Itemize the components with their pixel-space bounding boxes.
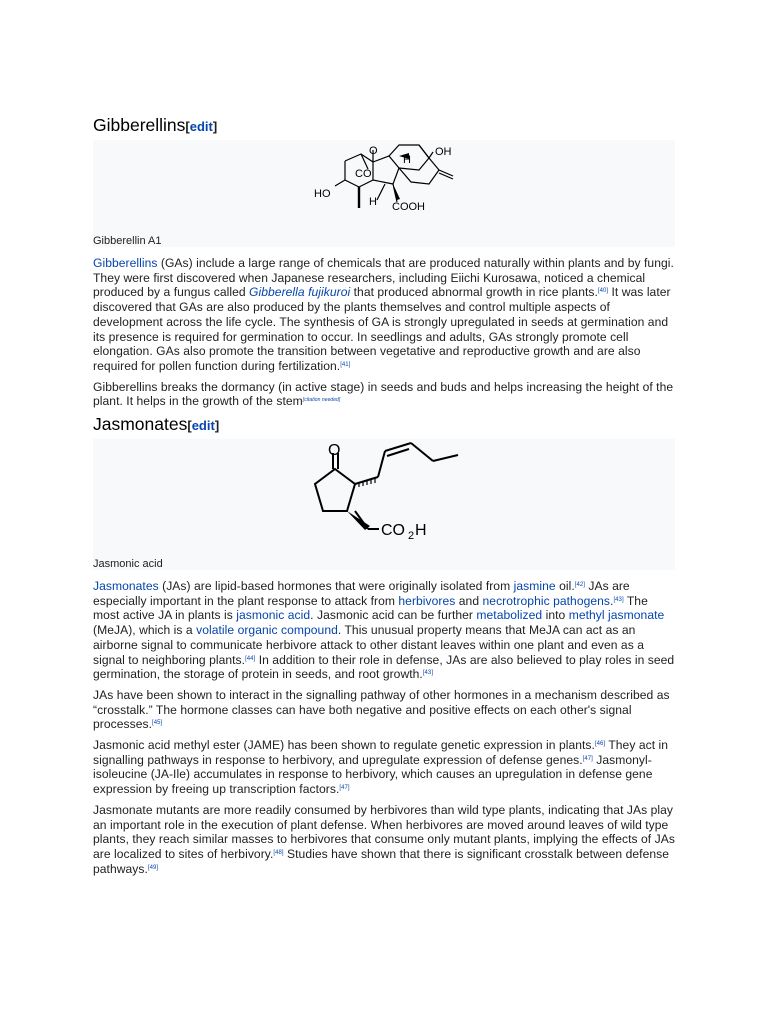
paragraph: Jasmonic acid methyl ester (JAME) has been shown to regulate genetic expression in plants.[46] They act in signalling pathways in response to herbivory, and upregulate expression of defense genes.[47] Jasmonyl-isoleucine (JA-Ile) accumulates in response to herbivory, which causes an upregulation in defense gene expression by freeing up transcription factors.[47]: [93, 738, 669, 797]
figure-caption: Jasmonic acid: [93, 558, 163, 571]
edit-section-link: [edit]: [185, 119, 218, 134]
ja-label-o: O: [328, 442, 341, 460]
figure-caption: Gibberellin A1: [93, 235, 162, 247]
gib-label-cooh: COOH: [392, 201, 425, 213]
reference-link[interactable]: [43]: [422, 670, 434, 677]
paragraph: Jasmonate mutants are more readily consumed by herbivores than wild type plants, indicating that JAs play an important role in the execution of plant defense. When herbivores are moved around leaves of wild type plants, they reach similar masses to herbivores that consume only mutant plants, implying the effects of JAs are localized to sites of herbivory.[48] Studies have shown that there is significant crosstalk between defense pathways.[49]: [93, 802, 675, 876]
link-necrotrophic-pathogens[interactable]: necrotrophic pathogens: [482, 593, 611, 608]
section-heading-jasmonates: Jasmonates[edit]: [93, 414, 220, 435]
reference-link[interactable]: [47]: [339, 785, 350, 792]
link-methyl-jasmonate[interactable]: methyl jasmonate: [568, 608, 665, 623]
reference-link[interactable]: [44]: [245, 655, 256, 662]
reference-link[interactable]: [46]: [594, 741, 606, 748]
edit-section-link: [edit]: [187, 418, 220, 434]
ja-label-co: CO: [381, 522, 405, 540]
reference-link[interactable]: [45]: [151, 720, 163, 727]
citation-needed-link[interactable]: [citation needed]: [302, 397, 341, 404]
section-heading-gibberellins: Gibberellins[edit]: [93, 115, 218, 135]
edit-link-gibberellins[interactable]: edit: [189, 119, 213, 134]
paragraph: JAs have been shown to interact in the signalling pathway of other hormones in a mechanism described as “crosstalk.” The hormone classes can have both negative and positive effects on each other's signal processes.[45]: [93, 687, 670, 732]
gib-label-ho: HO: [314, 188, 331, 200]
gib-label-h1: H: [403, 154, 411, 166]
link-gibberellins[interactable]: Gibberellins: [93, 256, 158, 270]
jasmonic-acid-structure-image: [93, 439, 675, 553]
ja-label-sub2: 2: [408, 530, 415, 543]
reference-link[interactable]: [48]: [273, 849, 284, 856]
link-jasmonates[interactable]: Jasmonates: [93, 579, 159, 594]
link-herbivores[interactable]: herbivores: [398, 593, 456, 608]
gibberellin-structure-image: [93, 140, 675, 230]
ja-label-h: H: [415, 522, 427, 540]
link-metabolized[interactable]: metabolized: [476, 608, 543, 623]
gib-label-o: O: [369, 145, 378, 157]
edit-link-jasmonates[interactable]: edit: [191, 418, 215, 434]
reference-link[interactable]: [49]: [147, 864, 159, 871]
reference-link[interactable]: [41]: [340, 361, 351, 368]
paragraph: Jasmonates (JAs) are lipid-based hormones that were originally isolated from jasmine oil.[42] JAs are especially important in the plant response to attack from herbivores and necrotrophic pathogens.[43] The most active JA in plants is jasmonic acid. Jasmonic acid can be further metabolized into methyl jasmonate (MeJA), which is a volatile organic compound. This unusual property means that MeJA can act as an airborne signal to communicate herbivore attack to other distant leaves within one plant and even as a signal to neighboring plants.[44] In addition to their role in defense, JAs are also believed to play roles in seed germination, the storage of protein in seeds, and root growth.[43]: [93, 579, 675, 682]
gib-label-co: CO: [355, 168, 372, 180]
link-gibberella-fujikuroi[interactable]: Gibberella fujikuroi: [249, 285, 351, 300]
link-jasmine[interactable]: jasmine: [513, 579, 556, 594]
reference-link[interactable]: [42]: [574, 582, 585, 589]
paragraph: Gibberellins (GAs) include a large range of chemicals that are produced naturally within plants and by fungi. They were first discovered when Japanese researchers, including Eiichi Kurosawa, noticed a chemical produced by a fungus called Gibberella fujikuroi that produced abnormal growth in rice plants.[40] It was later discovered that GAs are also produced by the plants themselves and control multiple aspects of development across the life cycle. The synthesis of GA is strongly upregulated in seeds at germination and its presence is required for germination to occur. In seedlings and adults, GAs strongly promote cell elongation. GAs also promote the transition between vegetative and reproductive growth and are also required for pollen function during fertilization.[41]: [93, 256, 674, 373]
gib-label-h2: H: [369, 196, 377, 208]
paragraph: Gibberellins breaks the dormancy (in active stage) in seeds and buds and helps increasing the height of the plant. It helps in the growth of the stem[citation needed]: [93, 379, 674, 409]
article-content: [93, 112, 675, 876]
link-jasmonic-acid[interactable]: jasmonic acid: [236, 608, 311, 623]
reference-link[interactable]: [47]: [582, 755, 593, 762]
figure-jasmonic-acid: [93, 439, 675, 570]
gib-label-oh: OH: [435, 146, 452, 158]
reference-link[interactable]: [43]: [613, 596, 624, 603]
figure-gibberellin: [93, 140, 675, 247]
link-volatile-organic-compound[interactable]: volatile organic compound: [196, 623, 338, 638]
reference-link[interactable]: [40]: [597, 288, 609, 295]
